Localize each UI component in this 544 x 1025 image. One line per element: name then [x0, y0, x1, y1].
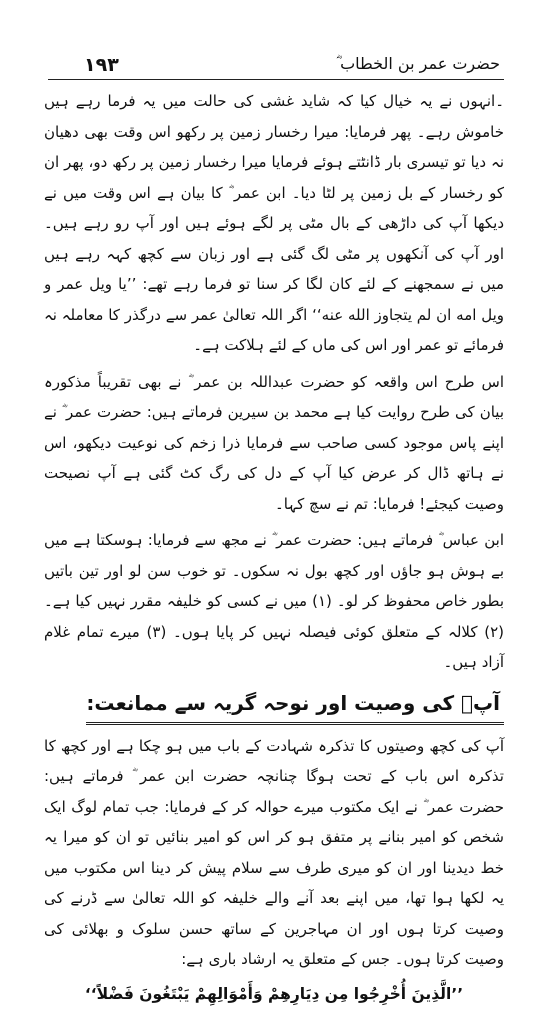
quranic-verse: ’’الَّذِينَ أُخْرِجُوا مِن دِيَارِهِمْ وَأَمْوَالِهِمْ يَبْتَغُونَ فَضْلاً‘‘	[84, 984, 464, 1003]
running-title: حضرت عمر بن الخطاب ؓ	[336, 54, 500, 73]
page-header	[48, 50, 504, 80]
section-paragraph: آپ کی کچھ وصیتوں کا تذکرہ شہادت کے باب میں ہو چکا ہے اور کچھ کا تذکرہ اس باب کے تحت ہوگا چنانچہ حضرت ابن عمر ؓ فرماتے ہیں: حضرت عمر ؓ نے ایک مکتوب میرے حوالہ کر کے فرمایا: جب تمام لوگ ایک شخص کو امیر بنانے پر متفق ہو کر اس کو امیر بنائیں تو ان کو میرا یہ خط دیدینا اور ان کو میری طرف سے سلام پیش کر دینا اس مکتوب میں یہ لکھا ہوا تھا، میں اپنے بعد آنے والے خلیفہ کو اللہ تعالیٰ سے ڈرنے کی وصیت کرتا ہوں اور ان مہاجرین کے ساتھ حسن سلوک و بھلائی کی وصیت کرتا ہوں۔ جس کے متعلق یہ ارشاد باری ہے:	[44, 736, 504, 968]
paragraph-1: ۔انہوں نے یہ خیال کیا کہ شاید غشی کی حالت میں یہ فرما رہے ہیں خاموش رہے۔ پھر فرمایا: میرا رخسار زمین پر رکھو اس وقت بھی دھیان نہ دیا تو تیسری بار ڈانٹتے ہوئے فرمایا میرا رخسار زمین پر رکھ دو، پھر ان کو رخسار کے بل زمین پر لٹا دیا۔ ابن عمر ؓ کا بیان ہے اس وقت میں نے دیکھا آپ کی داڑھی کے بال مٹی پر لگے ہوئے ہیں اور آپ رو رہے ہیں۔ اور آپ کی آنکھوں پر مٹی لگ گئی ہے اور زبان سے کچھ کہہ رہے ہیں میں نے سمجھنے کے لئے کان لگا کر سنا تو فرما رہے تھے: ’’یا ویل عمر و ویل امه ان لم یتجاوز الله عنه‘‘ اگر اللہ تعالیٰ عمر سے درگذر کا معاملہ نہ فرمائے تو عمر اور اس کی ماں کے لئے ہلاکت ہے۔	[44, 92, 504, 354]
page-number: ۱۹۳	[84, 54, 119, 76]
section-heading: آپؓ کی وصیت اور نوحہ گریہ سے ممانعت:	[86, 686, 504, 725]
header-rule	[48, 79, 504, 80]
paragraph-2: اس طرح اس واقعہ کو حضرت عبداللہ بن عمر ؓ نے بھی تقریباً مذکورہ بیان کی طرح روایت کیا ہے محمد بن سیرین فرماتے ہیں: حضرت عمر ؓ نے اپنے پاس موجود کسی صاحب سے فرمایا ذرا زخم کی نوعیت دیکھو، اس نے ہاتھ ڈال کر عرض کیا آپ کے دل کی رگ کٹ گئی ہے آپ نصیحت وصیت کیجئے! فرمایا: تم نے سچ کہا۔	[44, 372, 504, 513]
paragraph-3: ابن عباس ؓ فرماتے ہیں: حضرت عمر ؓ نے مجھ سے فرمایا: ہوسکتا ہے میں بے ہوش ہو جاؤں اور کچھ بول نہ سکوں۔ تو خوب سن لو اور تین باتیں بطور خاص محفوظ کر لو۔ (۱) میں نے کسی کو خلیفہ مقرر نہیں کیا ہے۔ (۲) کلالہ کے متعلق کوئی فیصلہ نہیں کر پایا ہوں۔ (۳) میرے تمام غلام آزاد ہیں۔	[44, 531, 504, 671]
section-heading-wrap	[44, 686, 504, 725]
main-text	[44, 86, 504, 1025]
